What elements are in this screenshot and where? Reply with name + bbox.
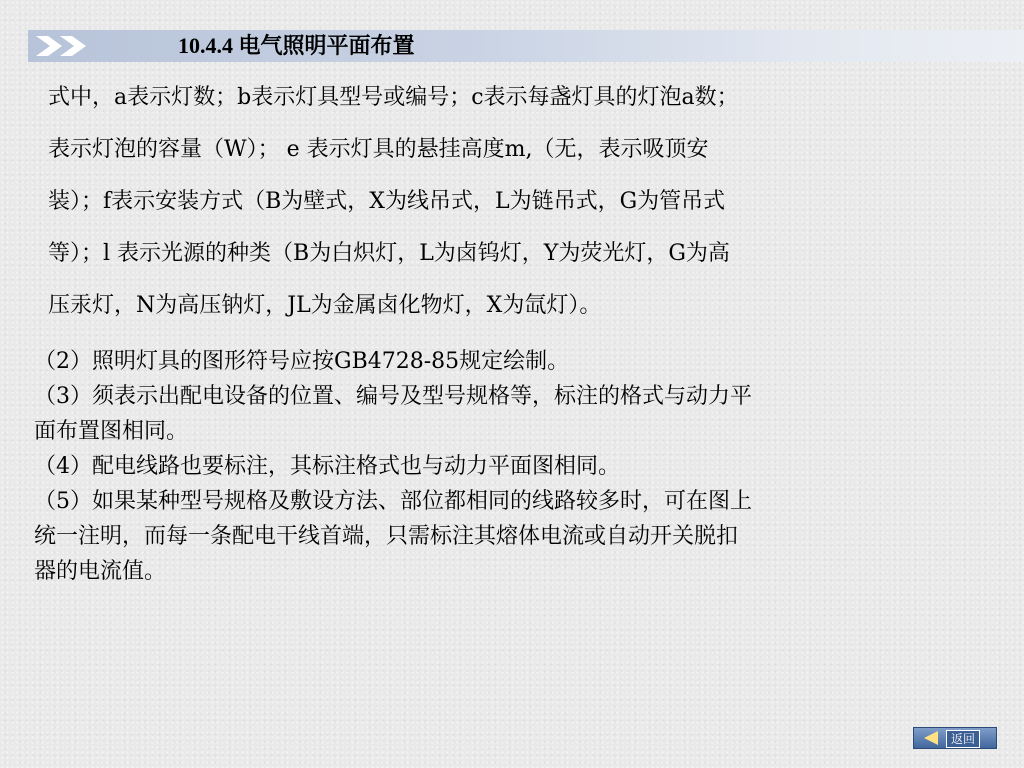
back-button[interactable] xyxy=(913,727,997,749)
back-button-label: 返回 xyxy=(946,730,980,748)
paragraph-line: 式中，a表示灯数；b表示灯具型号或编号；c表示每盏灯具的灯泡a数； xyxy=(48,85,739,110)
left-arrow-icon xyxy=(924,731,938,745)
list-item xyxy=(34,344,984,379)
paragraph-line: 装）；f表示安装方式（B为壁式，X为线吊式，L为链吊式，G为管吊式 xyxy=(48,189,726,214)
definition-paragraph xyxy=(48,72,978,332)
paragraph-line: 等）；l 表示光源的种类（B为白炽灯，L为卤钨灯，Y为荧光灯，G为高 xyxy=(48,241,730,266)
list-item-line: 器的电流值。 xyxy=(34,559,167,584)
list-item-line: （5）如果某种型号规格及敷设方法、部位都相同的线路较多时，可在图上 xyxy=(34,489,752,514)
list-item-line: 面布置图相同。 xyxy=(34,419,189,444)
section-title: 10.4.4 电气照明平面布置 xyxy=(178,33,415,58)
list-item xyxy=(34,379,984,449)
paragraph-line: 表示灯泡的容量（W）； e 表示灯具的悬挂高度m,（无，表示吸顶安 xyxy=(48,137,709,162)
list-item xyxy=(34,449,984,484)
list-item-line: （2）照明灯具的图形符号应按GB4728-85规定绘制。 xyxy=(34,349,570,374)
double-chevron-icon xyxy=(32,34,102,58)
paragraph-line: 压汞灯，N为高压钠灯，JL为金属卤化物灯，X为氙灯）。 xyxy=(48,293,602,318)
title-bar xyxy=(28,30,1024,62)
list-item xyxy=(34,484,984,589)
list-item-line: （3）须表示出配电设备的位置、编号及型号规格等，标注的格式与动力平 xyxy=(34,384,752,409)
list-item-line: 统一注明，而每一条配电干线首端，只需标注其熔体电流或自动开关脱扣 xyxy=(34,524,739,549)
numbered-list xyxy=(34,344,984,589)
list-item-line: （4）配电线路也要标注，其标注格式也与动力平面图相同。 xyxy=(34,454,620,479)
